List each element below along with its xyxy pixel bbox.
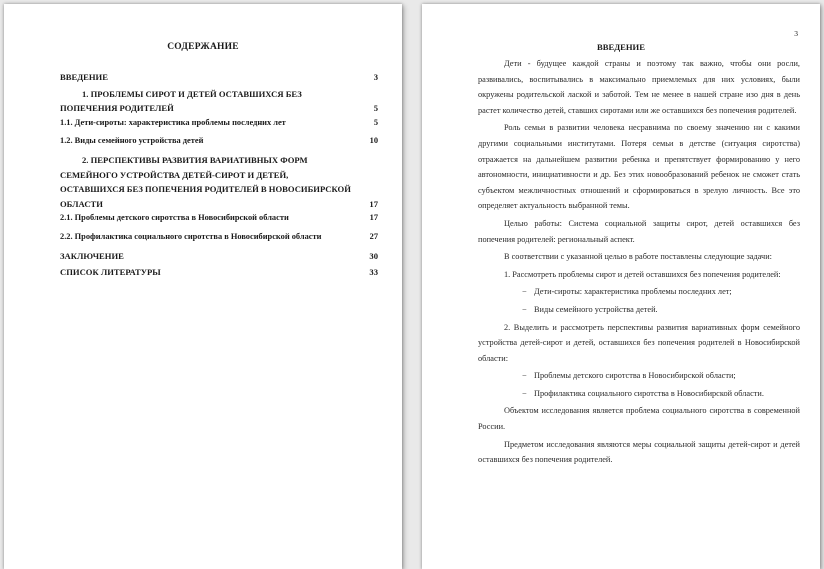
paragraph: Роль семьи в развитии человека несравнима по своему значению ни с какими другими социальными институтами. Потеря семьи в детстве (ситуация сиротства) отражается на дальнейшем развитии ребенка и препятствует формированию у него автономности, инициативности и др. Без этих новообразований ребенок не сможет стать субъектом межличностных отношений и сформироваться в зрелую личность. Все это определяет актуальность выбранной темы. — [478, 123, 800, 211]
paragraph: 2. Выделить и рассмотреть перспективы развития вариативных форм семейного устройства детей-сирот и детей, оставшихся без попечения родителей в Новосибирской области: — [478, 322, 800, 363]
toc-entry-page: 10 — [369, 136, 378, 146]
toc-entry — [60, 211, 378, 226]
toc-entry-page: 17 — [369, 198, 378, 209]
toc-entry — [60, 230, 378, 245]
toc-entry — [60, 265, 378, 280]
toc-entry-page: 17 — [369, 213, 378, 223]
list-item — [478, 284, 800, 300]
toc-entry — [60, 87, 378, 116]
toc-entry — [60, 153, 378, 211]
introduction-body — [478, 56, 800, 470]
toc-entry — [60, 70, 378, 85]
dash-bullet: − — [522, 388, 527, 398]
toc-entry-page: 5 — [373, 117, 378, 127]
list-item-text: Проблемы детского сиротства в Новосибирской области; — [534, 371, 736, 381]
document-page-contents — [4, 4, 402, 569]
toc-entry-title: 1.2. Виды семейного устройства детей — [60, 136, 204, 146]
toc-entry-title: 1. ПРОБЛЕМЫ СИРОТ И ДЕТЕЙ ОСТАВШИХСЯ БЕЗ ПОПЕЧЕНИЯ РОДИТЕЛЕЙ — [60, 88, 302, 114]
dash-bullet: − — [522, 371, 527, 381]
toc-entry-title: ВВЕДЕНИЕ — [60, 72, 108, 82]
toc-entry — [60, 134, 378, 149]
list-item — [478, 302, 800, 318]
toc-entry-title: СПИСОК ЛИТЕРАТУРЫ — [60, 267, 161, 278]
toc-entry-title: ЗАКЛЮЧЕНИЕ — [60, 250, 124, 261]
toc-entry-title: 1.1. Дети-сироты: характеристика проблемы последних лет — [60, 117, 286, 127]
toc-entry-title: 2.1. Проблемы детского сиротства в Новосибирской области — [60, 213, 289, 223]
dash-bullet: − — [522, 287, 527, 297]
toc-entry — [60, 116, 378, 131]
toc-entry — [60, 249, 378, 264]
paragraph: Дети - будущее каждой страны и поэтому так важно, чтобы они росли, развивались, воспитывались в максимально приемлемых для них условиях, были окружены родительской лаской и заботой. Тем не менее в нашей стране изо дня в день растет количество детей, ставших сиротами или же оставшихся без попечения родителей. — [478, 59, 800, 115]
paragraph: Объектом исследования является проблема социального сиротства в современной России. — [478, 406, 800, 432]
table-of-contents — [60, 70, 378, 282]
toc-entry-page: 3 — [373, 72, 378, 82]
paragraph: Целью работы: Система социальной защиты сирот, детей оставшихся без попечения родителей: региональный аспект. — [478, 218, 800, 244]
contents-heading: СОДЕРЖАНИЕ — [167, 42, 239, 52]
page-number: 3 — [794, 29, 798, 38]
list-item-text: Виды семейного устройства детей. — [534, 304, 658, 314]
toc-entry-page: 27 — [369, 231, 378, 241]
paragraph: Предметом исследования являются меры социальной защиты детей-сирот и детей оставшихся без попечения родителей. — [478, 439, 800, 465]
toc-entry-title: 2. ПЕРСПЕКТИВЫ РАЗВИТИЯ ВАРИАТИВНЫХ ФОРМ СЕМЕЙНОГО УСТРОЙСТВА ДЕТЕЙ-СИРОТ И ДЕТЕЙ, ОСТАВШИХСЯ БЕЗ ПОПЕЧЕНИЯ РОДИТЕЛЕЙ В НОВОСИБИРСКОЙ ОБЛАСТИ — [60, 154, 351, 209]
document-page-introduction — [422, 4, 820, 569]
paragraph: В соответствии с указанной целью в работе поставлены следующие задачи: — [504, 252, 772, 262]
introduction-heading: ВВЕДЕНИЕ — [597, 42, 645, 52]
toc-entry-page: 5 — [373, 103, 378, 114]
dash-bullet: − — [522, 304, 527, 314]
toc-entry-page: 33 — [369, 267, 378, 278]
paragraph: 1. Рассмотреть проблемы сирот и детей оставшихся без попечения родителей: — [504, 269, 781, 279]
list-item — [478, 368, 800, 384]
list-item-text: Дети-сироты: характеристика проблемы последних лет; — [534, 287, 732, 297]
toc-entry-title: 2.2. Профилактика социального сиротства в Новосибирской области — [60, 231, 322, 241]
toc-entry-page: 30 — [369, 250, 378, 261]
list-item — [478, 386, 800, 402]
list-item-text: Профилактика социального сиротства в Новосибирской области. — [534, 388, 764, 398]
